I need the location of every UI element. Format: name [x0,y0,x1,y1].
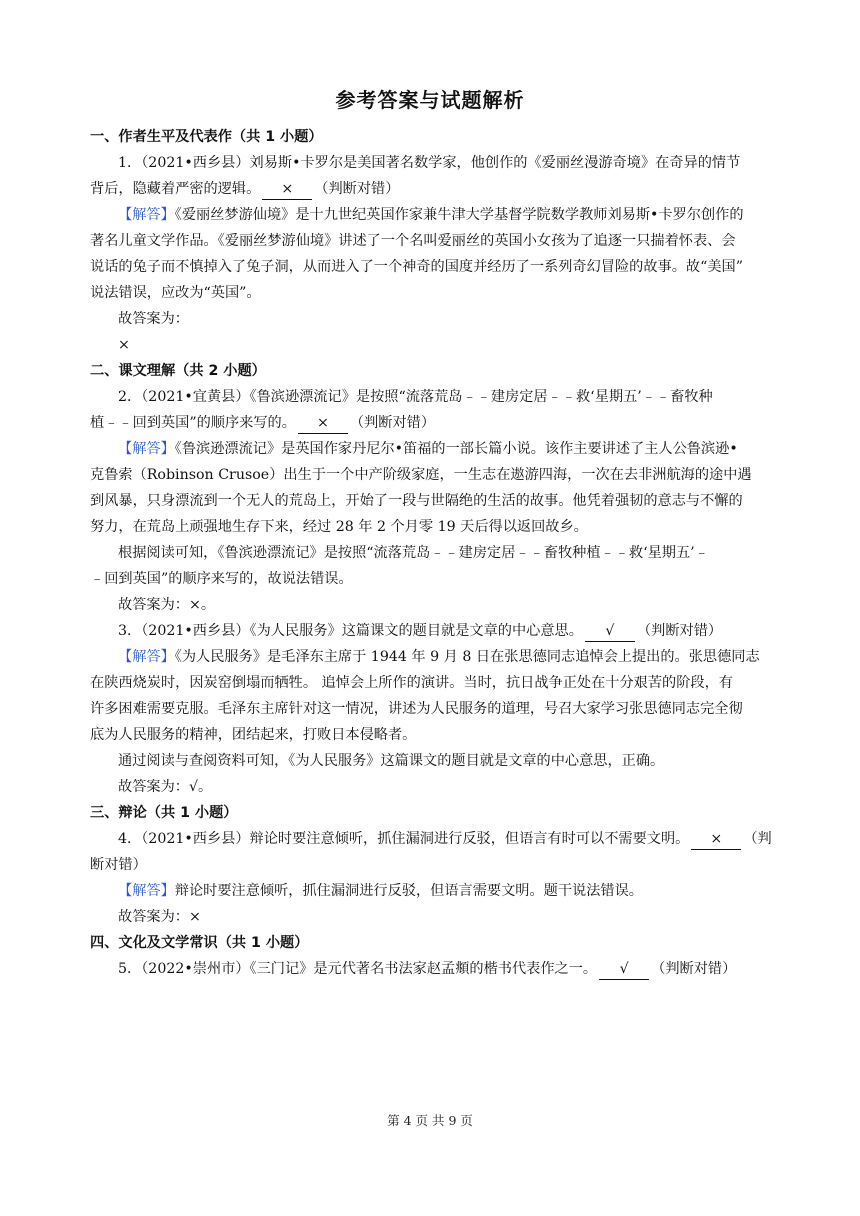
final-answer: 故答案为：√。 [118,779,213,795]
page-footer: 第 4 页 共 9 页 [387,1113,473,1128]
question-5-text: 5．（2022•崇州市）《三门记》是元代著名书法家赵孟頫的楷书代表作之一。 [118,961,598,977]
explanation-line: 克鲁索（Robinson Crusoe）出生于一个中产阶级家庭，一生志在遨游四海，一次在去非洲航海的途中遇 [90,467,752,483]
document-content [90,124,776,982]
explanation-line: 说法错误，应改为“英国”。 [90,285,261,301]
judge-hint: （判断对错） [636,623,723,639]
question-1-line-2 [90,176,776,202]
question-1-line-1: 1．（2021•西乡县）刘易斯•卡罗尔是美国著名数学家，他创作的《爱丽丝漫游奇境》在奇异的情节 [118,155,741,171]
answer-tag: 【解答】 [118,883,175,899]
question-2-line-2 [90,410,776,436]
final-answer: 故答案为：×。 [118,597,216,613]
explanation-line: 底为人民服务的精神，团结起来，打败日本侵略者。 [90,727,417,743]
question-5-line-1 [90,956,776,982]
answer-blank: × [298,413,348,434]
final-answer-mark: × [118,337,130,353]
explanation-line [90,878,776,904]
answer-blank: × [691,829,741,850]
explanation-line: 在陕西烧炭时，因炭窑倒塌而牺牲。 追悼会上所作的演讲。当时，抗日战争正处在十分艰苦的阶段，有 [90,675,733,691]
explanation-text: 辩论时要注意倾听，抓住漏洞进行反驳，但语言需要文明。题干说法错误。 [174,883,643,899]
answer-tag: 【解答】 [118,207,175,223]
answer-blank: √ [599,959,649,980]
judge-hint: （判 [743,831,772,847]
section-heading: 二、课文理解（共 2 小题） [90,363,266,379]
explanation-line [90,202,776,228]
question-2-text: 植﹣﹣回到英国”的顺序来写的。 [90,415,296,431]
explanation-line: 到风暴，只身漂流到一个无人的荒岛上，开始了一段与世隔绝的生活的故事。他凭着强韧的意志与不懈的 [90,493,743,509]
explanation-line [90,644,776,670]
section-heading: 四、文化及文学常识（共 1 小题） [90,935,309,951]
judge-hint: （判断对错） [349,415,436,431]
question-4-line-2: 断对错） [90,857,147,873]
explanation-text: 《爱丽丝梦游仙境》是十九世纪英国作家兼牛津大学基督学院数学教师刘易斯•卡罗尔创作的 [174,207,744,223]
answer-tag: 【解答】 [118,441,175,457]
question-3-text: 3．（2021•西乡县）《为人民服务》这篇课文的题目就是文章的中心意思。 [118,623,583,639]
answer-blank: × [262,179,312,200]
explanation-line: 说话的兔子而不慎掉入了兔子洞，从而进入了一个神奇的国度并经历了一系列奇幻冒险的故事。故“美国” [90,259,743,275]
section-heading: 一、作者生平及代表作（共 1 小题） [90,129,323,145]
question-3-line-1 [90,618,776,644]
explanation-line: 许多困难需要克服。毛泽东主席针对这一情况，讲述为人民服务的道理，号召大家学习张思德同志完全彻 [90,701,743,717]
question-4-line-1 [90,826,776,852]
answer-blank: √ [585,621,635,642]
final-answer: 故答案为：× [118,909,201,925]
question-1-text: 背后，隐藏着严密的逻辑。 [90,181,261,197]
explanation-line: 著名儿童文学作品。《爱丽丝梦游仙境》讲述了一个名叫爱丽丝的英国小女孩为了追逐一只揣着怀表、会 [90,233,736,249]
judge-hint: （判断对错） [651,961,737,977]
question-4-text: 4．（2021•西乡县）辩论时要注意倾听，抓住漏洞进行反驳，但语言有时可以不需要文明。 [118,831,690,847]
section-heading: 三、辩论（共 1 小题） [90,805,238,821]
final-answer-label: 故答案为： [118,311,189,327]
judge-hint: （判断对错） [314,181,400,197]
explanation-line: 努力，在荒岛上顽强地生存下来，经过 28 年 2 个月零 19 天后得以返回故乡。 [90,519,588,535]
explanation-line: ﹣回到英国”的顺序来写的，故说法错误。 [90,571,353,587]
explanation-text: 《鲁滨逊漂流记》是英国作家丹尼尔•笛福的一部长篇小说。该作主要讲述了主人公鲁滨逊• [174,441,738,457]
page-title: 参考答案与试题解析 [335,88,525,112]
explanation-line [90,436,776,462]
question-2-line-1: 2．（2021•宜黄县）《鲁滨逊漂流记》是按照“流落荒岛﹣﹣建房定居﹣﹣救‘星期五’﹣﹣畜牧种 [118,389,713,405]
explanation-line: 通过阅读与查阅资料可知，《为人民服务》这篇课文的题目就是文章的中心意思，正确。 [118,753,665,769]
answer-tag: 【解答】 [118,649,175,665]
explanation-line: 根据阅读可知，《鲁滨逊漂流记》是按照“流落荒岛﹣﹣建房定居﹣﹣畜牧种植﹣﹣救‘星期五’﹣ [118,545,709,561]
explanation-text: 《为人民服务》是毛泽东主席于 1944 年 9 月 8 日在张思德同志追悼会上提出的。张思德同志 [174,649,760,665]
